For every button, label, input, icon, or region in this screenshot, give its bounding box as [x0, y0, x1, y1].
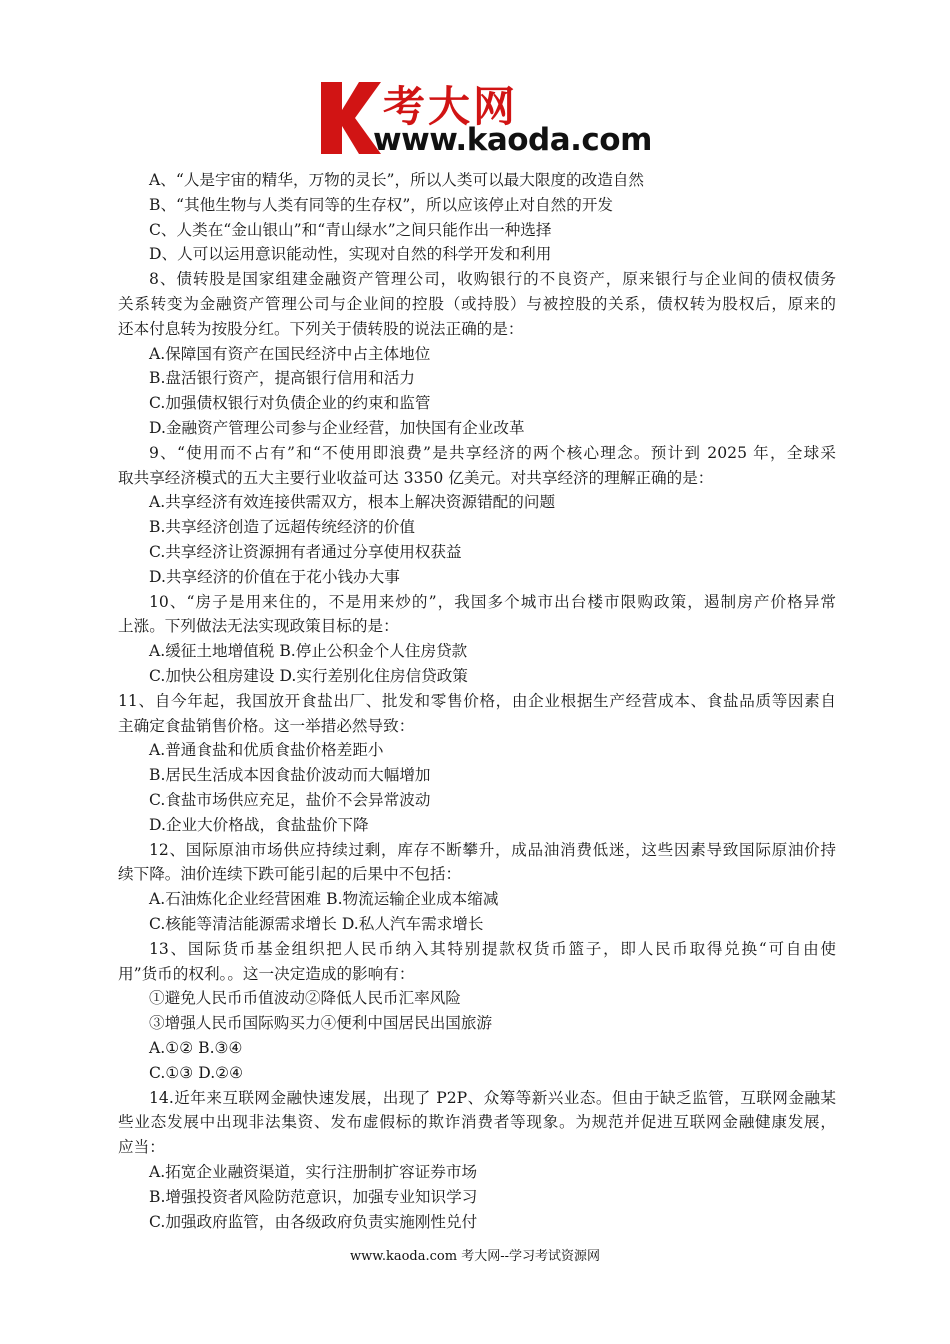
text-line: A、“人是宇宙的精华，万物的灵长”，所以人类可以最大限度的改造自然 [149, 171, 645, 189]
text-line: ③增强人民币国际购买力④便利中国居民出国旅游 [149, 1014, 493, 1033]
text-line: 用”货币的权利。。这一决定造成的影响有： [118, 964, 415, 983]
text-line: 续下降。油价连续下跌可能引起的后果中不包括： [118, 865, 462, 884]
text-line: A.缓征土地增值税 B.停止公积金个人住房贷款 [149, 642, 468, 661]
text-line: A.①② B.③④ [149, 1039, 243, 1057]
text-line: C.食盐市场供应充足，盐价不会异常波动 [149, 791, 431, 809]
text-line: B、“其他生物与人类有同等的生存权”，所以应该停止对自然的开发 [149, 195, 614, 214]
text-line: 些业态发展中出现非法集资、发布虚假标的欺诈消费者等现象。为规范并促进互联网金融健康发展， [118, 1113, 836, 1132]
text-line: 12、国际原油市场供应持续过剩，库存不断攀升，成品油消费低迷，这些因素导致国际原油价持 [149, 840, 836, 859]
text-line: 还本付息转为按股分红。下列关于债转股的说法正确的是： [118, 319, 524, 338]
text-line: 关系转变为金融资产管理公司与企业间的控股（或持股）与被控股的关系，债权转为股权后，原来的 [118, 295, 836, 313]
text-line: 9、“使用而不占有”和“不使用即浪费”是共享经济的两个核心理念。预计到 2025 年，全球采 [149, 443, 836, 462]
text-line: 取共享经济模式的五大主要行业收益可达 3350 亿美元。对共享经济的理解正确的是： [118, 468, 714, 487]
text-line: D、人可以运用意识能动性，实现对自然的科学开发和利用 [149, 245, 552, 264]
text-line: A.石油炼化企业经营困难 B.物流运输企业成本缩减 [149, 890, 499, 909]
text-line: A.普通食盐和优质食盐价格差距小 [149, 741, 384, 760]
text-line: B.增强投资者风险防范意识，加强专业知识学习 [149, 1187, 478, 1206]
logo-title: 考大网 [383, 82, 519, 131]
text-line: C.核能等清洁能源需求增长 D.私人汽车需求增长 [149, 915, 484, 933]
text-line: 10、“房子是用来住的，不是用来炒的”，我国多个城市出台楼市限购政策，遏制房产价格异常 [149, 592, 836, 611]
page-footer: www.kaoda.com 考大网--学习考试资源网 [350, 1249, 600, 1264]
text-line: 14.近年来互联网金融快速发展，出现了 P2P、众筹等新兴业态。但由于缺乏监管，互联网金融某 [149, 1088, 836, 1107]
text-line: C.共享经济让资源拥有者通过分享使用权获益 [149, 543, 462, 561]
text-line: C.①③ D.②④ [149, 1063, 244, 1082]
text-line: B.盘活银行资产，提高银行信用和活力 [149, 369, 415, 388]
text-line: A.共享经济有效连接供需双方，根本上解决资源错配的问题 [149, 493, 556, 512]
text-line: 主确定食盐销售价格。这一举措必然导致： [118, 716, 415, 735]
text-line: B.居民生活成本因食盐价波动而大幅增加 [149, 766, 431, 785]
text-line: D.共享经济的价值在于花小钱办大事 [149, 567, 400, 586]
logo-url: www.kaoda.com [373, 122, 652, 158]
text-line: A.拓宽企业融资渠道，实行注册制扩容证券市场 [149, 1163, 478, 1181]
text-line: 应当： [118, 1138, 165, 1157]
text-line: 13、国际货币基金组织把人民币纳入其特别提款权货币篮子，即人民币取得兑换“可自由使 [149, 939, 836, 958]
text-line: C.加快公租房建设 D.实行差别化住房信贷政策 [149, 667, 468, 685]
text-line: C.加强债权银行对负债企业的约束和监管 [149, 394, 431, 413]
text-line: 上涨。下列做法无法实现政策目标的是： [118, 617, 399, 636]
text-line: 8、债转股是国家组建金融资产管理公司，收购银行的不良资产，原来银行与企业间的债权债务 [149, 270, 836, 289]
text-line: 11、自今年起，我国放开食盐出厂、批发和零售价格，由企业根据生产经营成本、食盐品质等因素自 [118, 691, 836, 710]
text-line: D.企业大价格战，食盐盐价下降 [149, 815, 369, 834]
text-line: A.保障国有资产在国民经济中占主体地位 [149, 344, 431, 363]
site-logo[interactable] [315, 78, 652, 160]
text-line: C、人类在“金山银山”和“青山绿水”之间只能作出一种选择 [149, 220, 552, 239]
text-line: B.共享经济创造了远超传统经济的价值 [149, 518, 415, 537]
text-line: ①避免人民币币值波动②降低人民币汇率风险 [149, 989, 461, 1008]
text-line: C.加强政府监管，由各级政府负责实施刚性兑付 [149, 1212, 478, 1231]
text-line: D.金融资产管理公司参与企业经营，加快国有企业改革 [149, 419, 525, 437]
